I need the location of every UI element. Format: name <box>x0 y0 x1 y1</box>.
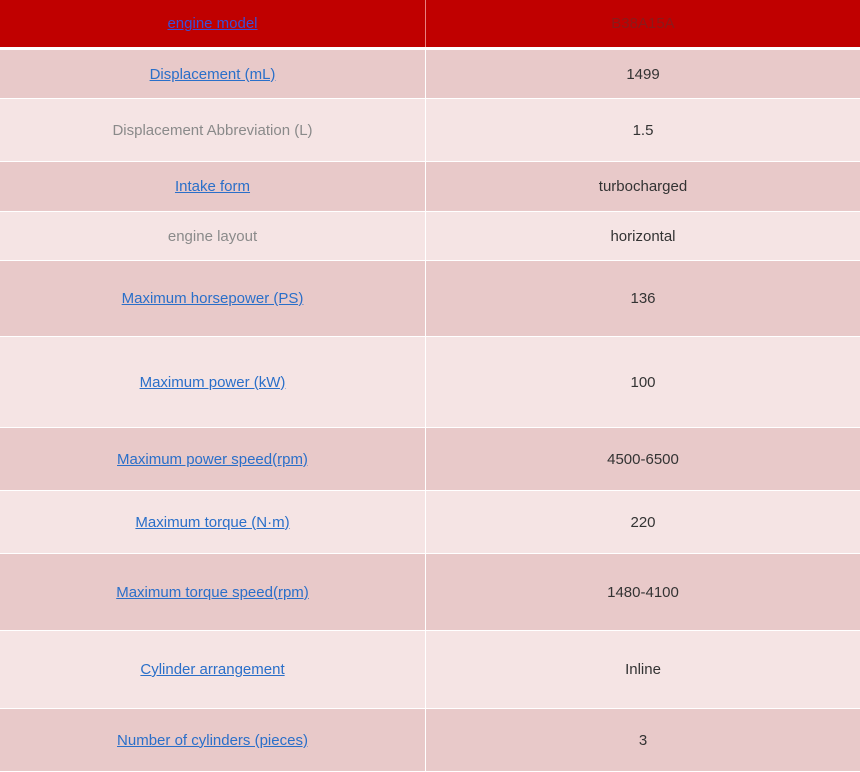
engine-layout-label: engine layout <box>167 227 258 245</box>
table-row <box>0 162 860 212</box>
table-row <box>0 261 860 337</box>
row-label-cell <box>0 428 426 490</box>
table-header-row <box>0 0 860 50</box>
intake-form-link[interactable]: Intake form <box>174 178 251 195</box>
max-horsepower-value: 136 <box>630 290 656 307</box>
max-torque-speed-value: 1480-4100 <box>607 583 679 601</box>
engine-model-value: B38A15A <box>611 15 675 32</box>
displacement-ml-value: 1499 <box>626 65 660 83</box>
table-row <box>0 428 860 491</box>
table-row <box>0 631 860 709</box>
max-torque-value: 220 <box>630 513 656 531</box>
table-row <box>0 50 860 99</box>
intake-form-value: turbocharged <box>598 178 688 195</box>
row-label-cell <box>0 554 426 630</box>
table-row <box>0 212 860 261</box>
max-power-speed-link[interactable]: Maximum power speed(rpm) <box>117 450 308 468</box>
displacement-ml-link[interactable]: Displacement (mL) <box>149 65 276 83</box>
cylinder-arrangement-link[interactable]: Cylinder arrangement <box>140 661 285 678</box>
engine-layout-value: horizontal <box>610 227 676 245</box>
max-power-link[interactable]: Maximum power (kW) <box>139 373 286 391</box>
row-label-cell <box>0 212 426 260</box>
table-row <box>0 337 860 428</box>
max-torque-link[interactable]: Maximum torque (N·m) <box>135 513 290 531</box>
number-of-cylinders-link[interactable]: Number of cylinders (pieces) <box>117 731 308 749</box>
engine-model-link[interactable]: engine model <box>167 15 258 32</box>
displacement-abbreviation-label: Displacement Abbreviation (L) <box>112 121 313 139</box>
row-label-cell <box>0 631 426 708</box>
max-power-speed-value: 4500-6500 <box>607 450 679 468</box>
number-of-cylinders-value: 3 <box>638 731 648 749</box>
row-label-cell <box>0 491 426 553</box>
table-row <box>0 491 860 554</box>
row-label-cell <box>0 337 426 427</box>
table-row <box>0 554 860 631</box>
row-label-cell <box>0 709 426 771</box>
row-label-cell <box>0 261 426 336</box>
table-row <box>0 99 860 162</box>
row-label-cell <box>0 99 426 161</box>
table-row <box>0 709 860 772</box>
row-label-cell <box>0 162 426 211</box>
max-horsepower-link[interactable]: Maximum horsepower (PS) <box>121 290 304 307</box>
max-torque-speed-link[interactable]: Maximum torque speed(rpm) <box>116 583 309 601</box>
max-power-value: 100 <box>630 373 656 391</box>
cylinder-arrangement-value: Inline <box>625 661 661 678</box>
header-label-cell <box>0 0 426 47</box>
displacement-abbreviation-value: 1.5 <box>632 121 654 139</box>
row-label-cell <box>0 50 426 98</box>
